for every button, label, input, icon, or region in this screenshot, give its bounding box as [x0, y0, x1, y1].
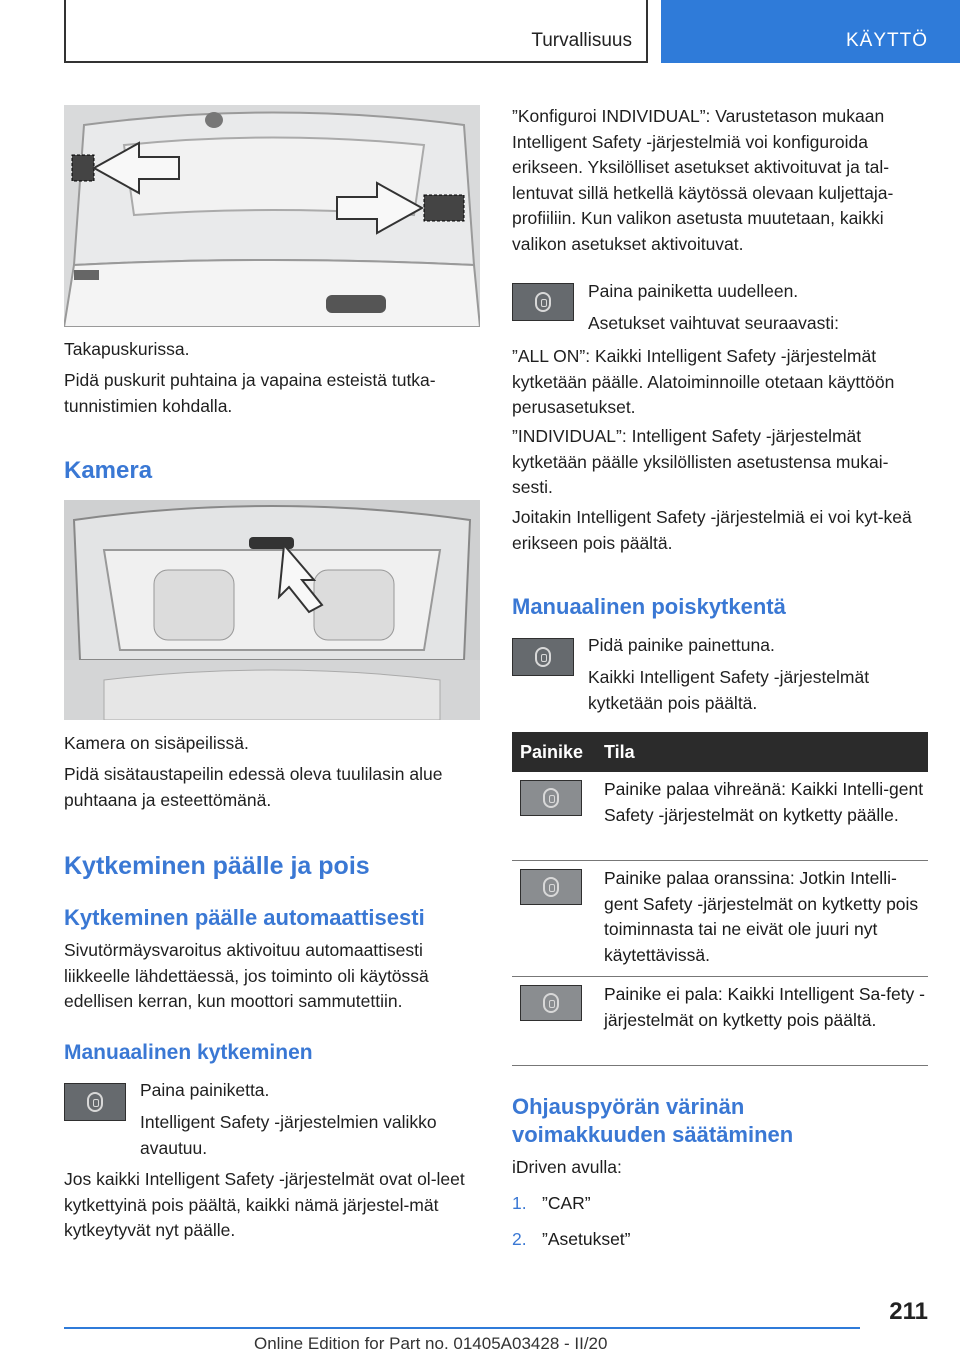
rear-bumper-figure — [64, 105, 480, 327]
page-number: 211 — [889, 1298, 928, 1325]
button-off-icon — [520, 985, 582, 1021]
button-orange-icon — [520, 869, 582, 905]
caption-camera: Kamera on sisäpeilissä. — [64, 733, 249, 753]
press-again: Paina painiketta uudelleen. — [588, 281, 799, 301]
para-bumper-clean: Pidä puskurit puhtaina ja vapaina esteistä tutka-tunnistimien kohdalla. — [64, 370, 436, 416]
settings-change: Asetukset vaihtuvat seuraavasti: — [588, 313, 839, 333]
camera-figure — [64, 500, 480, 720]
intelligent-safety-button-icon-3 — [512, 638, 574, 676]
intelligent-safety-button-icon-2 — [512, 283, 574, 321]
hold-button: Pidä painike painettuna. — [588, 635, 775, 655]
para-manual-all-on: Jos kaikki Intelligent Safety -järjestelmät ovat ol-leet kytkettyinä pois päältä, kaikki nämä järjestel-mät kytkeytyvät nyt päälle. — [64, 1169, 465, 1240]
heading-automatic: Kytkeminen päälle automaattisesti — [64, 905, 425, 930]
intelligent-safety-button-icon — [64, 1083, 126, 1121]
heading-kamera: Kamera — [64, 457, 153, 484]
idrive-intro: iDriven avulla: — [512, 1157, 622, 1177]
table-row — [512, 977, 928, 1066]
heading-manual-on: Manuaalinen kytkeminen — [64, 1041, 313, 1064]
para-automatic: Sivutörmäysvaroitus aktivoituu automaattisesti liikkeelle lähdettäessä, jos toiminto oli käytössä edellisen kerran, kun moottori sammutettiin. — [64, 940, 429, 1011]
heading-manual-off: Manuaalinen poiskytkentä — [512, 594, 786, 619]
footer-divider — [64, 1327, 860, 1329]
para-individual: ”INDIVIDUAL”: Intelligent Safety -järjestelmät kytketään päälle yksilöllisten asetustensa mukai-sesti. — [512, 426, 889, 497]
header-chapter-tab — [661, 0, 960, 63]
button-green-icon — [520, 780, 582, 816]
rear-bumper-illustration — [64, 105, 480, 327]
header-chapter-title: KÄYTTÖ — [845, 30, 928, 51]
manual-menu-opens: Intelligent Safety -järjestelmien valikko avautuu. — [140, 1112, 437, 1158]
header-section-box — [64, 0, 648, 63]
para-some-cannot: Joitakin Intelligent Safety -järjestelmiä ei voi kyt-keä erikseen pois päältä. — [512, 507, 912, 553]
row-off-text: Painike ei pala: Kaikki Intelligent Sa-fety -järjestelmät on kytketty pois päältä. — [604, 984, 925, 1030]
table-row — [512, 772, 928, 861]
heading-kytkeminen: Kytkeminen päälle ja pois — [64, 852, 370, 880]
manual-press-button: Paina painiketta. — [140, 1080, 270, 1100]
steps-list — [512, 1191, 928, 1263]
camera-illustration — [64, 500, 480, 720]
row-green-text: Painike palaa vihreänä: Kaikki Intelli-gent Safety -järjestelmät on kytketty päälle. — [604, 779, 924, 825]
para-all-on: ”ALL ON”: Kaikki Intelligent Safety -järjestelmät kytketään päälle. Alatoiminnoille otetaan käyttöön perusasetukset. — [512, 346, 895, 417]
footer-edition: Online Edition for Part no. 01405A03428 - II/20 — [254, 1334, 608, 1353]
button-status-table — [512, 732, 928, 1066]
header-section-title: Turvallisuus — [531, 30, 632, 51]
list-item: 1. ”CAR” — [512, 1193, 591, 1213]
table-header — [512, 732, 928, 772]
heading-steering-vibration: Ohjauspyörän värinän voimakkuuden säätäminen — [512, 1094, 794, 1147]
table-row — [512, 861, 928, 977]
row-orange-text: Painike palaa oranssina: Jotkin Intelli-gent Safety -järjestelmät on kytketty pois toiminnasta tai ne eivät ole juuri nyt käytettävissä. — [604, 868, 919, 965]
list-item: 2. ”Asetukset” — [512, 1229, 631, 1249]
table-header-state: Tila — [604, 742, 635, 762]
table-header-button: Painike — [520, 742, 584, 762]
caption-rear-bumper: Takapuskurissa. — [64, 339, 190, 359]
all-off-line1: Kaikki Intelligent Safety -järjestelmät kytketään pois päältä. — [588, 667, 870, 713]
para-configure-individual: ”Konfiguroi INDIVIDUAL”: Varustetason mukaan Intelligent Safety -järjestelmiä voi konfiguroida erikseen. Yksilölliset asetukset aktivoituvat ja tal-lentuvat sillä hetkellä käytössä olevaan kuljettaja-profiiliin. Kun valikon asetusta muutetaan, kaikki valikon asetukset aktivoituvat. — [512, 106, 894, 254]
para-windshield-clean: Pidä sisätaustapeilin edessä oleva tuulilasin alue puhtaana ja esteettömänä. — [64, 764, 443, 810]
